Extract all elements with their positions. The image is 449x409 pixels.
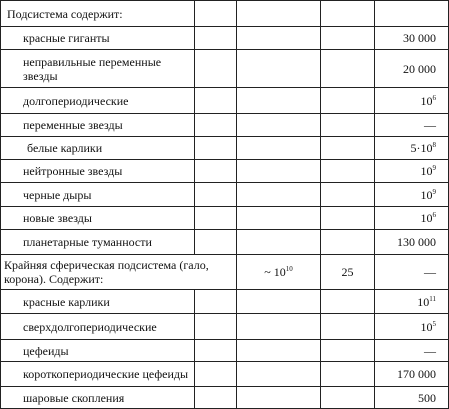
empty-cell [237, 387, 321, 409]
table-row [1, 255, 449, 290]
object-name: долгопериодические [1, 88, 195, 114]
empty-cell [195, 160, 237, 183]
empty-cell [321, 88, 375, 114]
section-heading: Подсистема содержит: [1, 1, 195, 27]
table-row [1, 114, 449, 137]
object-count [375, 137, 449, 160]
empty-cell [195, 362, 237, 387]
object-name: красные гиганты [1, 27, 195, 50]
empty-cell [321, 207, 375, 230]
object-name: красные карлики [1, 290, 195, 314]
object-count: — [375, 340, 449, 362]
object-name: нейтронные звезды [1, 160, 195, 183]
empty-cell [237, 88, 321, 114]
empty-cell [321, 362, 375, 387]
mass-value [237, 255, 321, 290]
empty-cell [195, 114, 237, 137]
empty-cell [375, 1, 449, 27]
count-exponent: 11 [429, 294, 436, 303]
empty-cell [195, 207, 237, 230]
empty-cell [237, 230, 321, 255]
object-name: неправильные переменные звезды [1, 50, 195, 88]
empty-cell [237, 50, 321, 88]
empty-cell [195, 50, 237, 88]
empty-cell [237, 207, 321, 230]
object-name: цефеиды [1, 340, 195, 362]
table-row [1, 88, 449, 114]
table-row [1, 137, 449, 160]
empty-cell [321, 183, 375, 207]
empty-cell [195, 387, 237, 409]
table-row [1, 50, 449, 88]
empty-cell [195, 230, 237, 255]
empty-cell [237, 340, 321, 362]
count-exponent: 9 [432, 187, 436, 196]
empty-cell [237, 27, 321, 50]
object-name: переменные звезды [1, 114, 195, 137]
count-base: 10 [420, 211, 433, 225]
empty-cell [321, 387, 375, 409]
count-exponent: 6 [432, 93, 436, 102]
table-row [1, 387, 449, 409]
empty-cell [237, 314, 321, 340]
object-name: белые карлики [1, 137, 195, 160]
mass-exponent: 10 [285, 265, 293, 273]
empty-cell [237, 290, 321, 314]
count-base: 5·10 [410, 141, 433, 155]
empty-cell [195, 340, 237, 362]
object-count [375, 183, 449, 207]
object-name: сверхдолгопериодические [1, 314, 195, 340]
empty-cell [321, 137, 375, 160]
empty-cell [237, 137, 321, 160]
table-row [1, 290, 449, 314]
object-name: черные дыры [1, 183, 195, 207]
count-base: 10 [417, 294, 430, 309]
table-row [1, 1, 449, 27]
empty-cell [321, 340, 375, 362]
table-row [1, 230, 449, 255]
count-base: 10 [420, 164, 433, 178]
table-row [1, 340, 449, 362]
empty-cell [321, 290, 375, 314]
object-count [375, 160, 449, 183]
mass-base: ~ 10 [264, 265, 286, 279]
empty-cell [321, 114, 375, 137]
empty-cell [321, 160, 375, 183]
count-exponent: 6 [432, 211, 436, 219]
object-count: 20 000 [375, 50, 449, 88]
count-base: 10 [420, 319, 433, 334]
table-row [1, 160, 449, 183]
empty-cell [237, 362, 321, 387]
object-name: планетарные туманности [1, 230, 195, 255]
object-name: шаровые скопления [1, 387, 195, 409]
count-base: 10 [420, 93, 433, 108]
object-count [375, 314, 449, 340]
empty-cell [195, 314, 237, 340]
object-count: — [375, 114, 449, 137]
empty-cell [195, 137, 237, 160]
empty-cell [321, 1, 375, 27]
empty-cell [195, 88, 237, 114]
empty-cell [195, 1, 237, 27]
empty-cell [237, 160, 321, 183]
empty-cell [195, 290, 237, 314]
table-row [1, 207, 449, 230]
object-count: 30 000 [375, 27, 449, 50]
empty-cell [321, 314, 375, 340]
object-name: короткопериодические цефеиды [1, 362, 195, 387]
empty-cell [237, 114, 321, 137]
object-count [375, 290, 449, 314]
empty-cell [237, 183, 321, 207]
table-row [1, 314, 449, 340]
object-count [375, 88, 449, 114]
empty-cell [237, 1, 321, 27]
count-exponent: 5 [432, 319, 436, 328]
table-row [1, 27, 449, 50]
count-exponent: 9 [432, 164, 436, 172]
empty-cell [195, 183, 237, 207]
object-count: 130 000 [375, 230, 449, 255]
object-count: — [375, 255, 449, 290]
object-count: 170 000 [375, 362, 449, 387]
empty-cell [321, 27, 375, 50]
object-name: новые звезды [1, 207, 195, 230]
empty-cell [321, 230, 375, 255]
count-base: 10 [420, 187, 433, 202]
object-count [375, 207, 449, 230]
empty-cell [195, 27, 237, 50]
table-row [1, 183, 449, 207]
count-exponent: 8 [432, 141, 436, 149]
age-value: 25 [321, 255, 375, 290]
table-row [1, 362, 449, 387]
section-heading: Крайняя сферическая подсистема (гало, корона). Содержит: [1, 255, 237, 290]
empty-cell [321, 50, 375, 88]
object-count: 500 [375, 387, 449, 409]
